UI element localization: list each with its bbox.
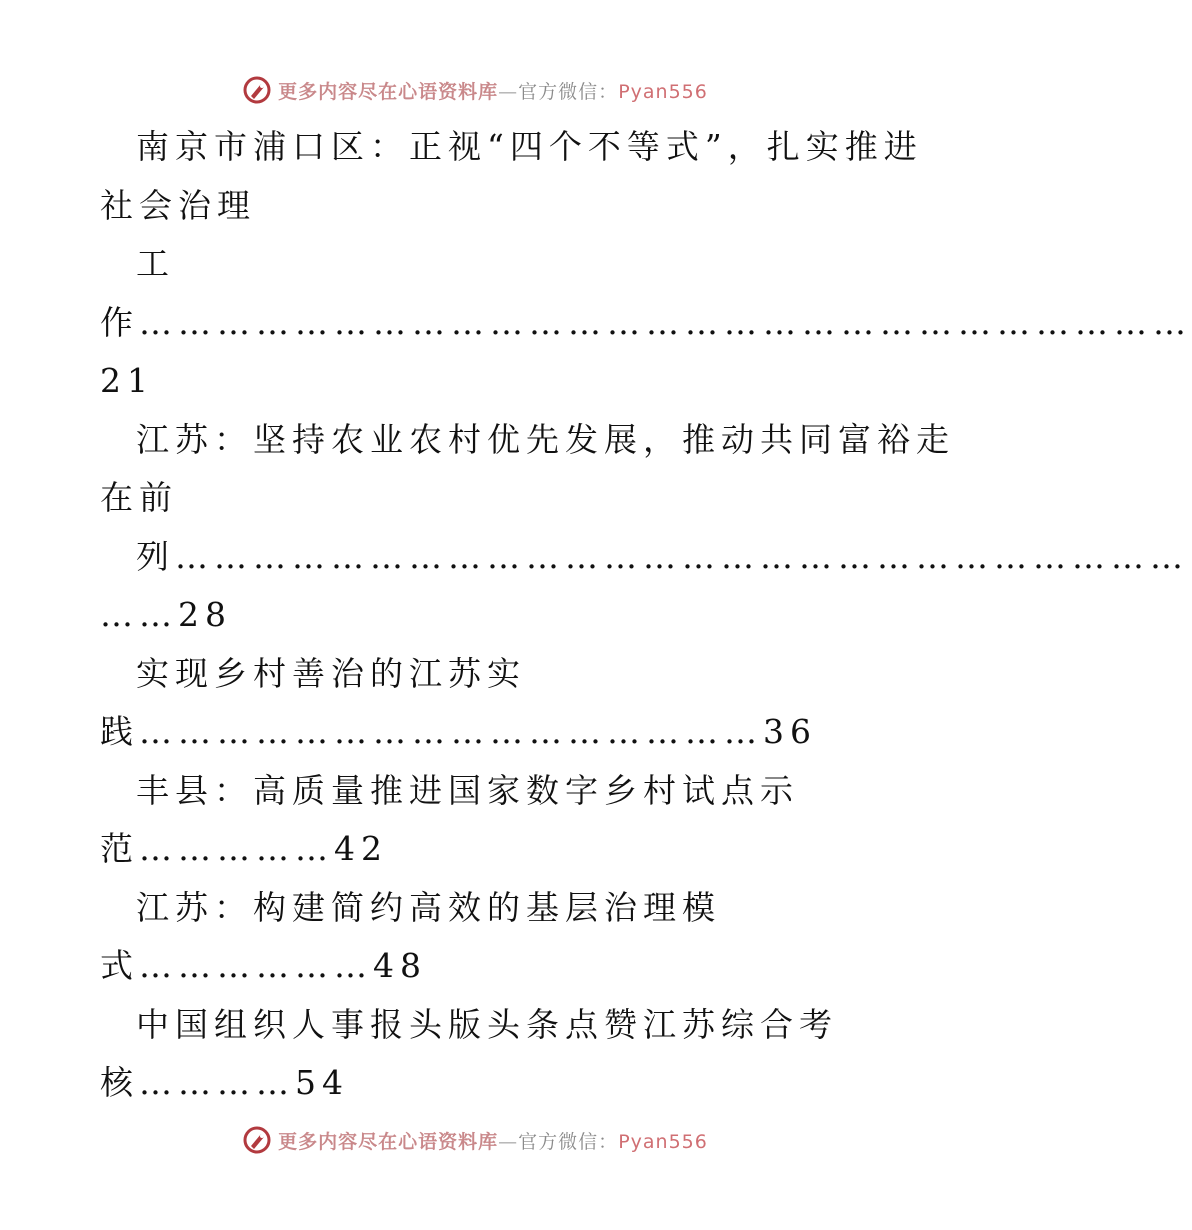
toc-line: 社会治理 <box>100 185 256 225</box>
toc-line: 范……………42 <box>100 829 388 868</box>
toc-line: 工 <box>136 244 175 283</box>
header-watermark <box>0 70 950 110</box>
toc-page-number: 21 <box>100 361 154 400</box>
toc-entry <box>100 118 1192 411</box>
toc-line: ……28 <box>100 595 232 634</box>
toc-entry <box>100 645 860 762</box>
watermark-separator: — <box>498 1130 519 1153</box>
toc-line: 实现乡村善治的江苏实 <box>136 653 526 693</box>
watermark-text <box>278 1127 708 1154</box>
watermark-separator: — <box>498 80 519 103</box>
toc-line: 式………………48 <box>100 946 427 985</box>
toc-line: 南京市浦口区：正视“四个不等式”，扎实推进 <box>136 127 923 166</box>
toc-entry <box>100 411 1189 645</box>
pen-logo-icon <box>242 1125 272 1155</box>
toc-entry <box>100 996 860 1113</box>
footer-watermark <box>0 1120 950 1160</box>
toc-line: 践…………………………………………36 <box>100 712 817 751</box>
watermark-account: Pyan556 <box>618 80 708 103</box>
watermark-brand: 更多内容尽在心语资料库 <box>278 80 499 103</box>
toc-line: 中国组织人事报头版头条点赞江苏综合考 <box>136 1004 838 1044</box>
watermark-account: Pyan556 <box>618 1130 708 1153</box>
toc-line: 江苏：构建简约高效的基层治理模 <box>136 887 721 927</box>
toc-line: 核…………54 <box>100 1063 349 1102</box>
toc-line: 在前 <box>100 478 178 517</box>
pen-logo-icon <box>242 75 272 105</box>
toc-entry <box>100 762 860 879</box>
watermark-text <box>278 77 708 104</box>
toc-entry <box>100 879 860 996</box>
watermark-official: 官方微信： <box>518 1130 619 1153</box>
table-of-contents <box>100 118 1192 1113</box>
toc-line: 江苏：坚持农业农村优先发展，推动共同富裕走 <box>136 419 955 459</box>
watermark-brand: 更多内容尽在心语资料库 <box>278 1130 499 1153</box>
toc-line: 丰县：高质量推进国家数字乡村试点示 <box>136 770 799 810</box>
watermark-official: 官方微信： <box>518 80 619 103</box>
toc-line: 列…………………………………………………………………… <box>136 536 1189 576</box>
toc-line: 作……………………………………………………………………… <box>100 302 1192 342</box>
